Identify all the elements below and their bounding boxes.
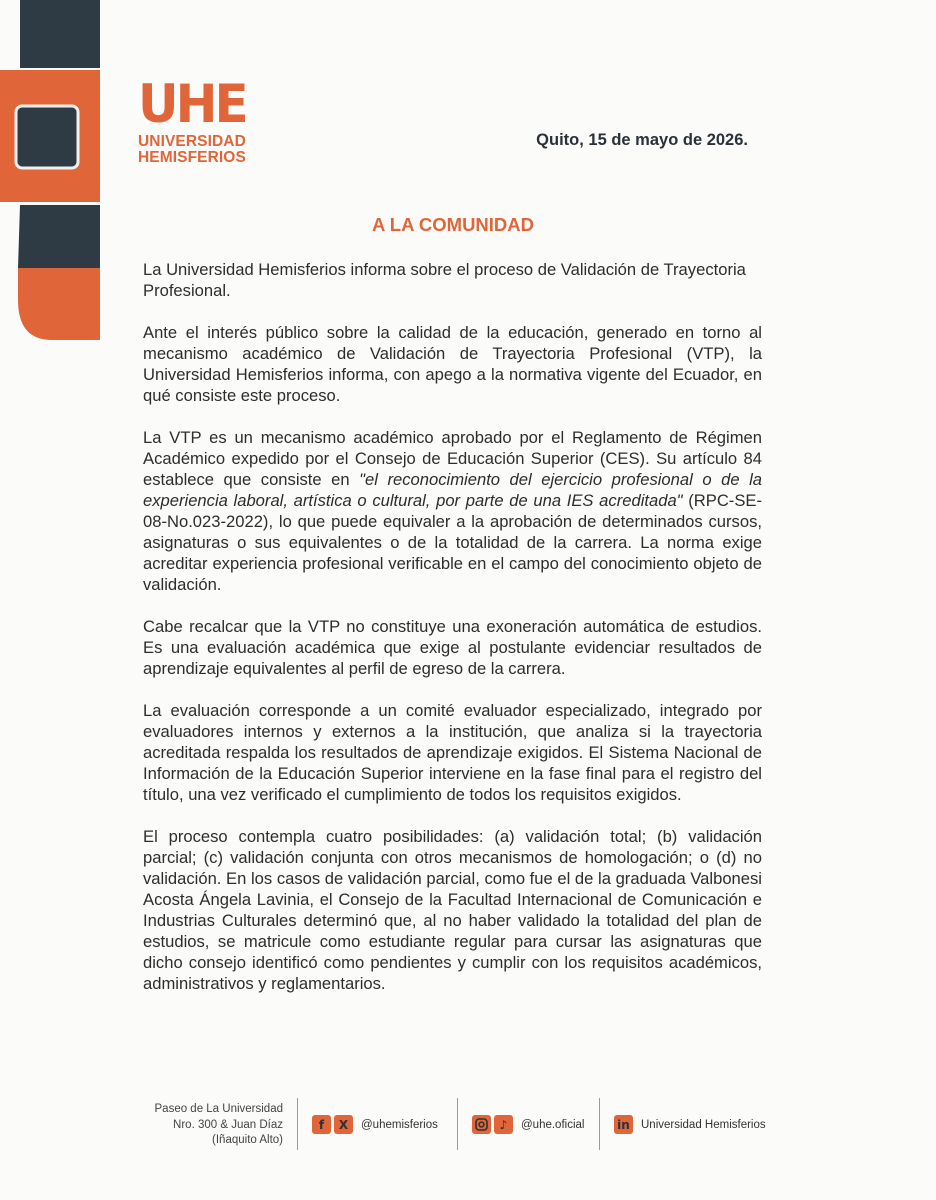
footer-divider [297, 1098, 298, 1150]
letter-body [143, 259, 762, 1015]
paragraph-1: La Universidad Hemisferios informa sobre el proceso de Validación de Trayectoria Profesional. [143, 260, 746, 300]
social-handle[interactable]: @uhemisferios [361, 1118, 438, 1131]
paragraph-2: Ante el interés público sobre la calidad de la educación, generado en torno al mecanismo académico de Validación de Trayectoria Profesional (VTP), la Universidad Hemisferios informa, con apego a la normativa vigente del Ecuador, en qué consiste este proceso. [143, 323, 762, 405]
paragraph-4: Cabe recalcar que la VTP no constituye una exoneración automática de estudios. Es una evaluación académica que exige al postulante evidenciar resultados de aprendizaje equivalentes al perfil de egreso de la carrera. [143, 617, 762, 678]
paragraph-3 [143, 427, 762, 595]
letter-date: Quito, 15 de mayo de 2026. [536, 131, 748, 149]
footer-address [114, 1102, 283, 1149]
social-group-uhe-oficial[interactable] [472, 1115, 584, 1134]
tiktok-icon[interactable]: ♪ [494, 1115, 513, 1134]
social-handle[interactable]: @uhe.oficial [521, 1118, 585, 1131]
logo-mark: UHE [138, 73, 246, 135]
footer-divider [457, 1098, 458, 1150]
university-logo [138, 73, 246, 166]
x-icon[interactable]: X [334, 1115, 353, 1134]
social-group-uhemisferios[interactable] [312, 1115, 438, 1134]
footer-divider [599, 1098, 600, 1150]
linkedin-icon[interactable]: in [614, 1115, 633, 1134]
address-line-3: (Iñaquito Alto) [212, 1134, 283, 1146]
paragraph-6: El proceso contempla cuatro posibilidades: (a) validación total; (b) validación parcial; (c) validación conjunta con otros mecanismos de homologación; o (d) no validación. En los casos de validación parcial, como fue el de la graduada Valbonesi Acosta Ángela Lavinia, el Consejo de la Facultad Internacional de Comunicación e Industrias Culturales determinó que, al no haber validado la totalidad del plan de estudios, se matricule como estudiante regular para cursar las asignaturas que dicho consejo identificó como pendientes y cumplir con los requisitos académicos, administrativos y reglamentarios. [143, 827, 762, 993]
logo-name-line2: HEMISFERIOS [138, 149, 246, 166]
page-title: A LA COMUNIDAD [371, 214, 535, 235]
address-line-2: Nro. 300 & Juan Díaz [173, 1118, 283, 1131]
logo-name-line1: UNIVERSIDAD [138, 133, 246, 150]
social-group-linkedin[interactable] [614, 1115, 766, 1134]
paragraph-3-after: (RPC-SE-08-No.023-2022), lo que puede equivaler a la aprobación de determinados cursos, asignaturas o sus equivalentes o de la totalidad de la carrera. La norma exige acreditar experiencia profesional verificable en el campo del conocimiento objeto de validación. [143, 491, 762, 594]
decorative-side-bars [0, 0, 100, 340]
page-footer [0, 1098, 936, 1158]
paragraph-5: La evaluación corresponde a un comité evaluador especializado, integrado por evaluadores internos y externos a la institución, que analiza si la trayectoria acreditada respalda los resultados de aprendizaje exigidos. El Sistema Nacional de Información de la Educación Superior interviene en la fase final para el registro del título, una vez verificado el cumplimiento de todos los requisitos exigidos. [143, 701, 762, 804]
paragraph-3-before: La VTP es un mecanismo académico aprobado por el Reglamento de Régimen Académico expedido por el Consejo de Educación Superior (CES). Su artículo 84 establece que consiste en [143, 428, 762, 489]
facebook-icon[interactable]: f [312, 1115, 331, 1134]
address-line-1: Paseo de La Universidad [154, 1103, 283, 1115]
social-handle[interactable]: Universidad Hemisferios [641, 1118, 766, 1131]
logo-name [138, 134, 246, 166]
paragraph-3-quote: "el reconocimiento del ejercicio profesional o de la experiencia laboral, artística o cultural, por parte de una IES acreditada" [143, 470, 762, 510]
instagram-icon[interactable] [472, 1115, 491, 1134]
